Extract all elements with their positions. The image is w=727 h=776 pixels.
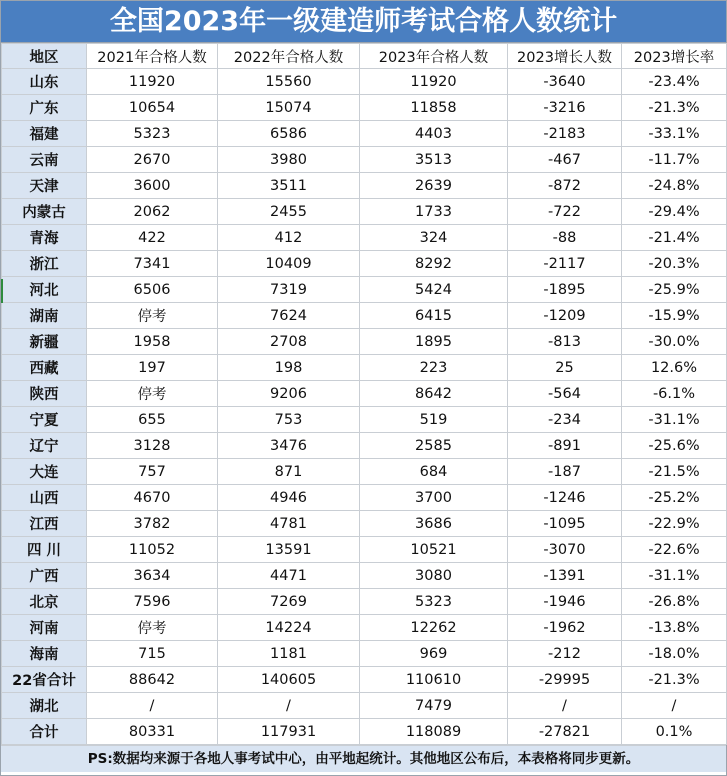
cell-growth-rate: -33.1% xyxy=(622,121,727,147)
cell-region: 海南 xyxy=(2,641,87,667)
header-region: 地区 xyxy=(2,44,87,69)
cell-2021: 80331 xyxy=(87,719,218,745)
cell-2023: 118089 xyxy=(360,719,508,745)
cell-growth-count: -2117 xyxy=(508,251,622,277)
cell-growth-rate: -29.4% xyxy=(622,199,727,225)
table-title: 全国2023年一级建造师考试合格人数统计 xyxy=(1,1,726,43)
cell-growth-rate: -11.7% xyxy=(622,147,727,173)
table-row xyxy=(2,511,727,537)
cell-2021: 197 xyxy=(87,355,218,381)
cell-region: 22省合计 xyxy=(2,667,87,693)
cell-region: 湖南 xyxy=(2,303,87,329)
cell-growth-count: -813 xyxy=(508,329,622,355)
cell-2021: 757 xyxy=(87,459,218,485)
table-row xyxy=(2,433,727,459)
cell-2021: / xyxy=(87,693,218,719)
cell-2022: 3511 xyxy=(218,173,360,199)
cell-region: 河南 xyxy=(2,615,87,641)
cell-2022: 1181 xyxy=(218,641,360,667)
cell-growth-rate: 0.1% xyxy=(622,719,727,745)
cell-growth-rate: -21.3% xyxy=(622,667,727,693)
cell-2021: 停考 xyxy=(87,381,218,407)
cell-2021: 10654 xyxy=(87,95,218,121)
header-2023: 2023年合格人数 xyxy=(360,44,508,69)
cell-2023: 519 xyxy=(360,407,508,433)
cell-2023: 5424 xyxy=(360,277,508,303)
cell-2023: 1895 xyxy=(360,329,508,355)
table-row xyxy=(2,225,727,251)
cell-2022: 3980 xyxy=(218,147,360,173)
cell-growth-count: -88 xyxy=(508,225,622,251)
cell-2023: 3080 xyxy=(360,563,508,589)
table-row xyxy=(2,355,727,381)
cell-2023: 969 xyxy=(360,641,508,667)
cell-2022: 871 xyxy=(218,459,360,485)
cell-2021: 1958 xyxy=(87,329,218,355)
cell-2022: 2455 xyxy=(218,199,360,225)
cell-growth-rate: -24.8% xyxy=(622,173,727,199)
cell-region: 浙江 xyxy=(2,251,87,277)
table-row xyxy=(2,719,727,745)
cell-growth-count: / xyxy=(508,693,622,719)
cell-2023: 6415 xyxy=(360,303,508,329)
cell-growth-rate: -18.0% xyxy=(622,641,727,667)
cell-2023: 1733 xyxy=(360,199,508,225)
table-row xyxy=(2,563,727,589)
cell-2021: 3128 xyxy=(87,433,218,459)
header-2021: 2021年合格人数 xyxy=(87,44,218,69)
cell-region: 新疆 xyxy=(2,329,87,355)
cell-region: 西藏 xyxy=(2,355,87,381)
table-row xyxy=(2,589,727,615)
cell-2023: 3700 xyxy=(360,485,508,511)
table-row xyxy=(2,641,727,667)
cell-growth-rate: -6.1% xyxy=(622,381,727,407)
cell-2021: 2670 xyxy=(87,147,218,173)
cell-2021: 3600 xyxy=(87,173,218,199)
cell-growth-count: -722 xyxy=(508,199,622,225)
table-row xyxy=(2,199,727,225)
cell-2022: 7624 xyxy=(218,303,360,329)
cell-region: 大连 xyxy=(2,459,87,485)
table-row xyxy=(2,303,727,329)
cell-growth-rate: -22.6% xyxy=(622,537,727,563)
cell-2021: 11052 xyxy=(87,537,218,563)
table-row xyxy=(2,277,727,303)
table-row xyxy=(2,485,727,511)
cell-2023: 223 xyxy=(360,355,508,381)
cell-2021: 655 xyxy=(87,407,218,433)
cell-2023: 8642 xyxy=(360,381,508,407)
cell-2022: 140605 xyxy=(218,667,360,693)
cell-growth-count: -872 xyxy=(508,173,622,199)
cell-2022: 4781 xyxy=(218,511,360,537)
header-row xyxy=(2,44,727,69)
cell-2021: 7596 xyxy=(87,589,218,615)
cell-region: 河北 xyxy=(2,277,87,303)
cell-2023: 110610 xyxy=(360,667,508,693)
cell-2022: 15560 xyxy=(218,69,360,95)
cell-2023: 324 xyxy=(360,225,508,251)
cell-growth-rate: -15.9% xyxy=(622,303,727,329)
cell-2023: 12262 xyxy=(360,615,508,641)
cell-growth-count: -1209 xyxy=(508,303,622,329)
cell-2021: 7341 xyxy=(87,251,218,277)
table-row xyxy=(2,407,727,433)
table-row xyxy=(2,459,727,485)
table-row xyxy=(2,329,727,355)
cell-2022: 3476 xyxy=(218,433,360,459)
cell-region: 内蒙古 xyxy=(2,199,87,225)
cell-2023: 2585 xyxy=(360,433,508,459)
cell-2023: 684 xyxy=(360,459,508,485)
cell-region: 福建 xyxy=(2,121,87,147)
cell-2021: 3782 xyxy=(87,511,218,537)
cell-2022: 198 xyxy=(218,355,360,381)
cell-growth-rate: -25.9% xyxy=(622,277,727,303)
cell-region: 宁夏 xyxy=(2,407,87,433)
cell-growth-count: -187 xyxy=(508,459,622,485)
cell-2021: 422 xyxy=(87,225,218,251)
cell-2021: 6506 xyxy=(87,277,218,303)
cell-growth-count: -891 xyxy=(508,433,622,459)
table-row xyxy=(2,615,727,641)
cell-growth-count: -212 xyxy=(508,641,622,667)
cell-2021: 88642 xyxy=(87,667,218,693)
cell-growth-count: -234 xyxy=(508,407,622,433)
table-row xyxy=(2,693,727,719)
cell-2022: 753 xyxy=(218,407,360,433)
cell-growth-count: -1895 xyxy=(508,277,622,303)
cell-growth-rate: -13.8% xyxy=(622,615,727,641)
cell-growth-rate: -20.3% xyxy=(622,251,727,277)
cell-2023: 4403 xyxy=(360,121,508,147)
header-growth-count: 2023增长人数 xyxy=(508,44,622,69)
cell-2023: 2639 xyxy=(360,173,508,199)
cell-2023: 7479 xyxy=(360,693,508,719)
cell-growth-rate: -25.2% xyxy=(622,485,727,511)
cell-growth-count: -27821 xyxy=(508,719,622,745)
cell-region: 广东 xyxy=(2,95,87,121)
table-row xyxy=(2,95,727,121)
table-row xyxy=(2,147,727,173)
cell-2022: 14224 xyxy=(218,615,360,641)
cell-region: 山东 xyxy=(2,69,87,95)
table-row xyxy=(2,537,727,563)
cell-2023: 10521 xyxy=(360,537,508,563)
header-growth-rate: 2023增长率 xyxy=(622,44,727,69)
cell-growth-rate: -26.8% xyxy=(622,589,727,615)
cell-region: 广西 xyxy=(2,563,87,589)
cell-2022: 10409 xyxy=(218,251,360,277)
cell-2023: 3513 xyxy=(360,147,508,173)
table-body xyxy=(2,69,727,745)
cell-2021: 5323 xyxy=(87,121,218,147)
cell-2022: 7269 xyxy=(218,589,360,615)
cell-growth-rate: -21.5% xyxy=(622,459,727,485)
cell-region: 陕西 xyxy=(2,381,87,407)
cell-growth-count: 25 xyxy=(508,355,622,381)
table-row xyxy=(2,667,727,693)
cell-growth-count: -1391 xyxy=(508,563,622,589)
table-row xyxy=(2,251,727,277)
cell-2023: 5323 xyxy=(360,589,508,615)
cell-2021: 715 xyxy=(87,641,218,667)
cell-growth-rate: -21.3% xyxy=(622,95,727,121)
cell-2022: 117931 xyxy=(218,719,360,745)
table-row xyxy=(2,69,727,95)
cell-growth-count: -3640 xyxy=(508,69,622,95)
cell-region: 辽宁 xyxy=(2,433,87,459)
table-row xyxy=(2,173,727,199)
cell-growth-rate: -21.4% xyxy=(622,225,727,251)
cell-2022: 9206 xyxy=(218,381,360,407)
cell-growth-count: -1962 xyxy=(508,615,622,641)
header-2022: 2022年合格人数 xyxy=(218,44,360,69)
cell-2022: 4946 xyxy=(218,485,360,511)
cell-region: 湖北 xyxy=(2,693,87,719)
cell-growth-rate: -31.1% xyxy=(622,407,727,433)
cell-region: 四 川 xyxy=(2,537,87,563)
cell-growth-rate: 12.6% xyxy=(622,355,727,381)
cell-2022: 7319 xyxy=(218,277,360,303)
cell-growth-rate: / xyxy=(622,693,727,719)
cell-growth-count: -2183 xyxy=(508,121,622,147)
cell-2022: 13591 xyxy=(218,537,360,563)
cell-2021: 4670 xyxy=(87,485,218,511)
cell-2022: 2708 xyxy=(218,329,360,355)
cell-2023: 11858 xyxy=(360,95,508,121)
cell-growth-rate: -25.6% xyxy=(622,433,727,459)
cell-2022: 4471 xyxy=(218,563,360,589)
cell-2021: 11920 xyxy=(87,69,218,95)
cell-growth-count: -1095 xyxy=(508,511,622,537)
results-table xyxy=(1,43,727,745)
cell-growth-count: -467 xyxy=(508,147,622,173)
footnote: PS:数据均来源于各地人事考试中心，由平地起统计。其他地区公布后，本表格将同步更新。 xyxy=(1,745,726,772)
cell-2022: / xyxy=(218,693,360,719)
cell-growth-rate: -31.1% xyxy=(622,563,727,589)
cell-region: 合计 xyxy=(2,719,87,745)
cell-growth-count: -564 xyxy=(508,381,622,407)
cell-2022: 412 xyxy=(218,225,360,251)
cell-2022: 6586 xyxy=(218,121,360,147)
cell-growth-count: -3216 xyxy=(508,95,622,121)
cell-region: 天津 xyxy=(2,173,87,199)
cell-growth-rate: -22.9% xyxy=(622,511,727,537)
cell-growth-count: -1946 xyxy=(508,589,622,615)
cell-growth-rate: -23.4% xyxy=(622,69,727,95)
cell-growth-rate: -30.0% xyxy=(622,329,727,355)
cell-region: 北京 xyxy=(2,589,87,615)
cell-2023: 11920 xyxy=(360,69,508,95)
cell-region: 青海 xyxy=(2,225,87,251)
cell-growth-count: -3070 xyxy=(508,537,622,563)
cell-region: 江西 xyxy=(2,511,87,537)
table-row xyxy=(2,121,727,147)
cell-growth-count: -29995 xyxy=(508,667,622,693)
row-selection-marker xyxy=(1,279,3,303)
cell-2021: 3634 xyxy=(87,563,218,589)
table-row xyxy=(2,381,727,407)
cell-2021: 停考 xyxy=(87,303,218,329)
cell-2022: 15074 xyxy=(218,95,360,121)
cell-2023: 8292 xyxy=(360,251,508,277)
cell-2023: 3686 xyxy=(360,511,508,537)
cell-region: 云南 xyxy=(2,147,87,173)
cell-region: 山西 xyxy=(2,485,87,511)
cell-2021: 停考 xyxy=(87,615,218,641)
cell-2021: 2062 xyxy=(87,199,218,225)
cell-growth-count: -1246 xyxy=(508,485,622,511)
